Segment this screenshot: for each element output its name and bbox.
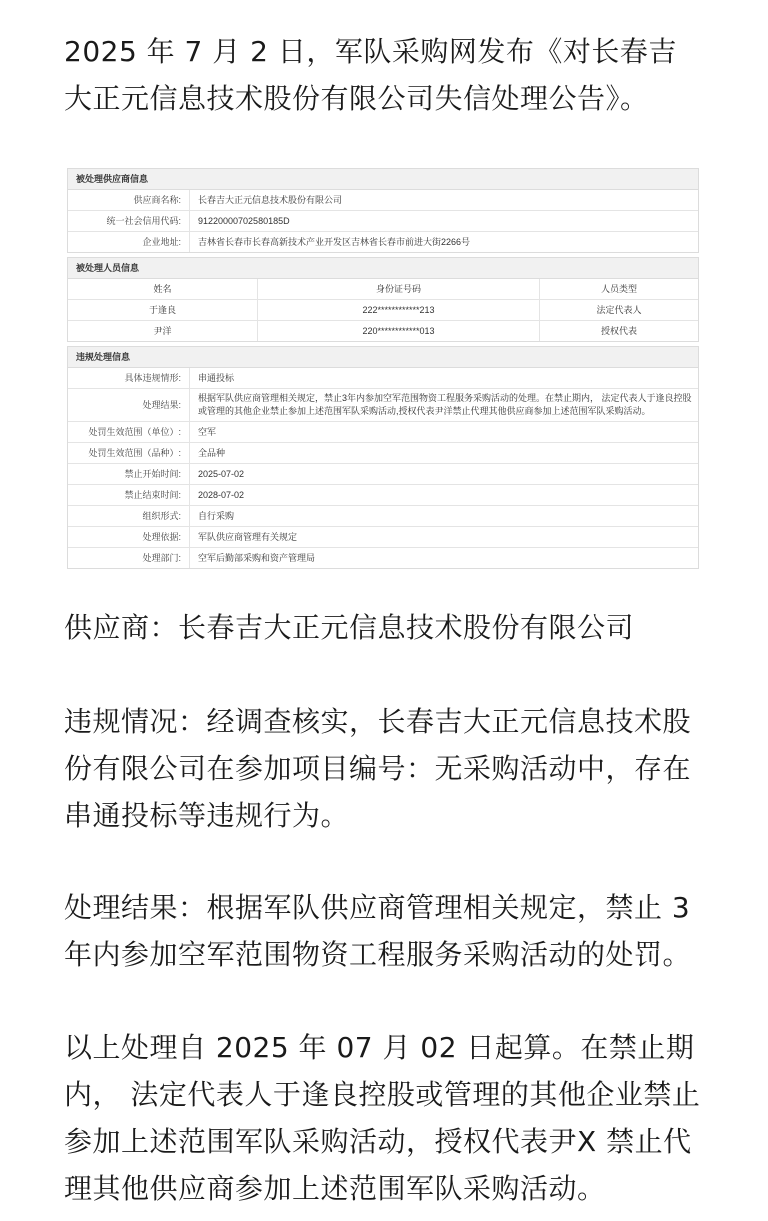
violation-paragraph: 违规情况：经调查核实，长春吉大正元信息技术股份有限公司在参加项目编号：无采购活动中，存在串通投标等违规行为。 (64, 705, 692, 832)
info-row (68, 548, 698, 568)
info-row (68, 506, 698, 527)
info-row (68, 485, 698, 506)
person-type: 法定代表人 (596, 305, 642, 315)
field-label: 处理部门: (68, 548, 190, 568)
field-value: 91220000702580185D (198, 216, 290, 226)
field-value: 吉林省长春市长春高新技术产业开发区吉林省长春市前进大街2266号 (198, 237, 471, 247)
field-label: 禁止开始时间: (68, 464, 190, 484)
field-value: 长春吉大正元信息技术股份有限公司 (198, 195, 343, 205)
field-label: 具体违规情形: (68, 368, 190, 388)
field-value: 2025-07-02 (198, 469, 245, 479)
person-info-section (67, 257, 699, 342)
column-header: 姓名 (68, 279, 258, 299)
field-label: 处理结果: (68, 389, 190, 421)
info-row (68, 232, 698, 252)
field-label: 统一社会信用代码: (68, 211, 190, 231)
info-row (68, 211, 698, 232)
field-value: 串通投标 (198, 373, 235, 383)
field-value: 2028-07-02 (198, 490, 245, 500)
field-label: 处罚生效范围（品种）: (68, 443, 190, 463)
info-row (68, 422, 698, 443)
info-row (68, 443, 698, 464)
violation-info-section (67, 346, 699, 569)
table-row (68, 321, 698, 341)
column-header: 身份证号码 (258, 279, 540, 299)
supplier-info-section (67, 168, 699, 253)
intro-paragraph: 2025 年 7 月 2 日，军队采购网发布《对长春吉大正元信息技术股份有限公司失信处理公告》。 (64, 35, 677, 115)
field-label: 供应商名称: (68, 190, 190, 210)
info-row (68, 368, 698, 389)
person-name: 于逢良 (68, 300, 258, 320)
field-label: 企业地址: (68, 232, 190, 252)
person-id: 222************213 (258, 300, 540, 320)
person-table-header (68, 279, 698, 300)
field-value: 空军 (198, 427, 217, 437)
column-header: 人员类型 (600, 284, 637, 294)
field-label: 组织形式: (68, 506, 190, 526)
table-row (68, 300, 698, 321)
info-row (68, 190, 698, 211)
field-label: 处罚生效范围（单位）: (68, 422, 190, 442)
result-paragraph: 处理结果：根据军队供应商管理相关规定，禁止 3 年内参加空军范围物资工程服务采购活动的处罚。 (64, 891, 692, 971)
person-id: 220************013 (258, 321, 540, 341)
info-row (68, 527, 698, 548)
field-label: 禁止结束时间: (68, 485, 190, 505)
section-title: 违规处理信息 (68, 347, 698, 368)
section-title: 被处理供应商信息 (68, 169, 698, 190)
person-name: 尹洋 (68, 321, 258, 341)
section-title: 被处理人员信息 (68, 258, 698, 279)
supplier-paragraph: 供应商：长春吉大正元信息技术股份有限公司 (64, 611, 635, 644)
notice-screenshot (67, 168, 699, 573)
field-value: 根据军队供应商管理相关规定，禁止3年内参加空军范围物资工程服务采购活动的处理。在禁止期内， 法定代表人于逢良控股或管理的其他企业禁止参加上述范围军队采购活动,授权代表尹洋禁止代理其他供应商参加上述范围军队采购活动。 (198, 393, 692, 416)
field-value: 自行采购 (198, 511, 235, 521)
field-value: 空军后勤部采购和资产管理局 (198, 553, 316, 563)
info-row (68, 464, 698, 485)
person-type: 授权代表 (600, 326, 637, 336)
field-value: 军队供应商管理有关规定 (198, 532, 298, 542)
field-label: 处理依据: (68, 527, 190, 547)
info-row (68, 389, 698, 422)
field-value: 全品种 (198, 448, 226, 458)
note-paragraph: 以上处理自 2025 年 07 月 02 日起算。在禁止期内， 法定代表人于逢良控股或管理的其他企业禁止参加上述范围军队采购活动，授权代表尹X 禁止代理其他供应商参加上述范围军队采购活动。 (64, 1031, 701, 1205)
